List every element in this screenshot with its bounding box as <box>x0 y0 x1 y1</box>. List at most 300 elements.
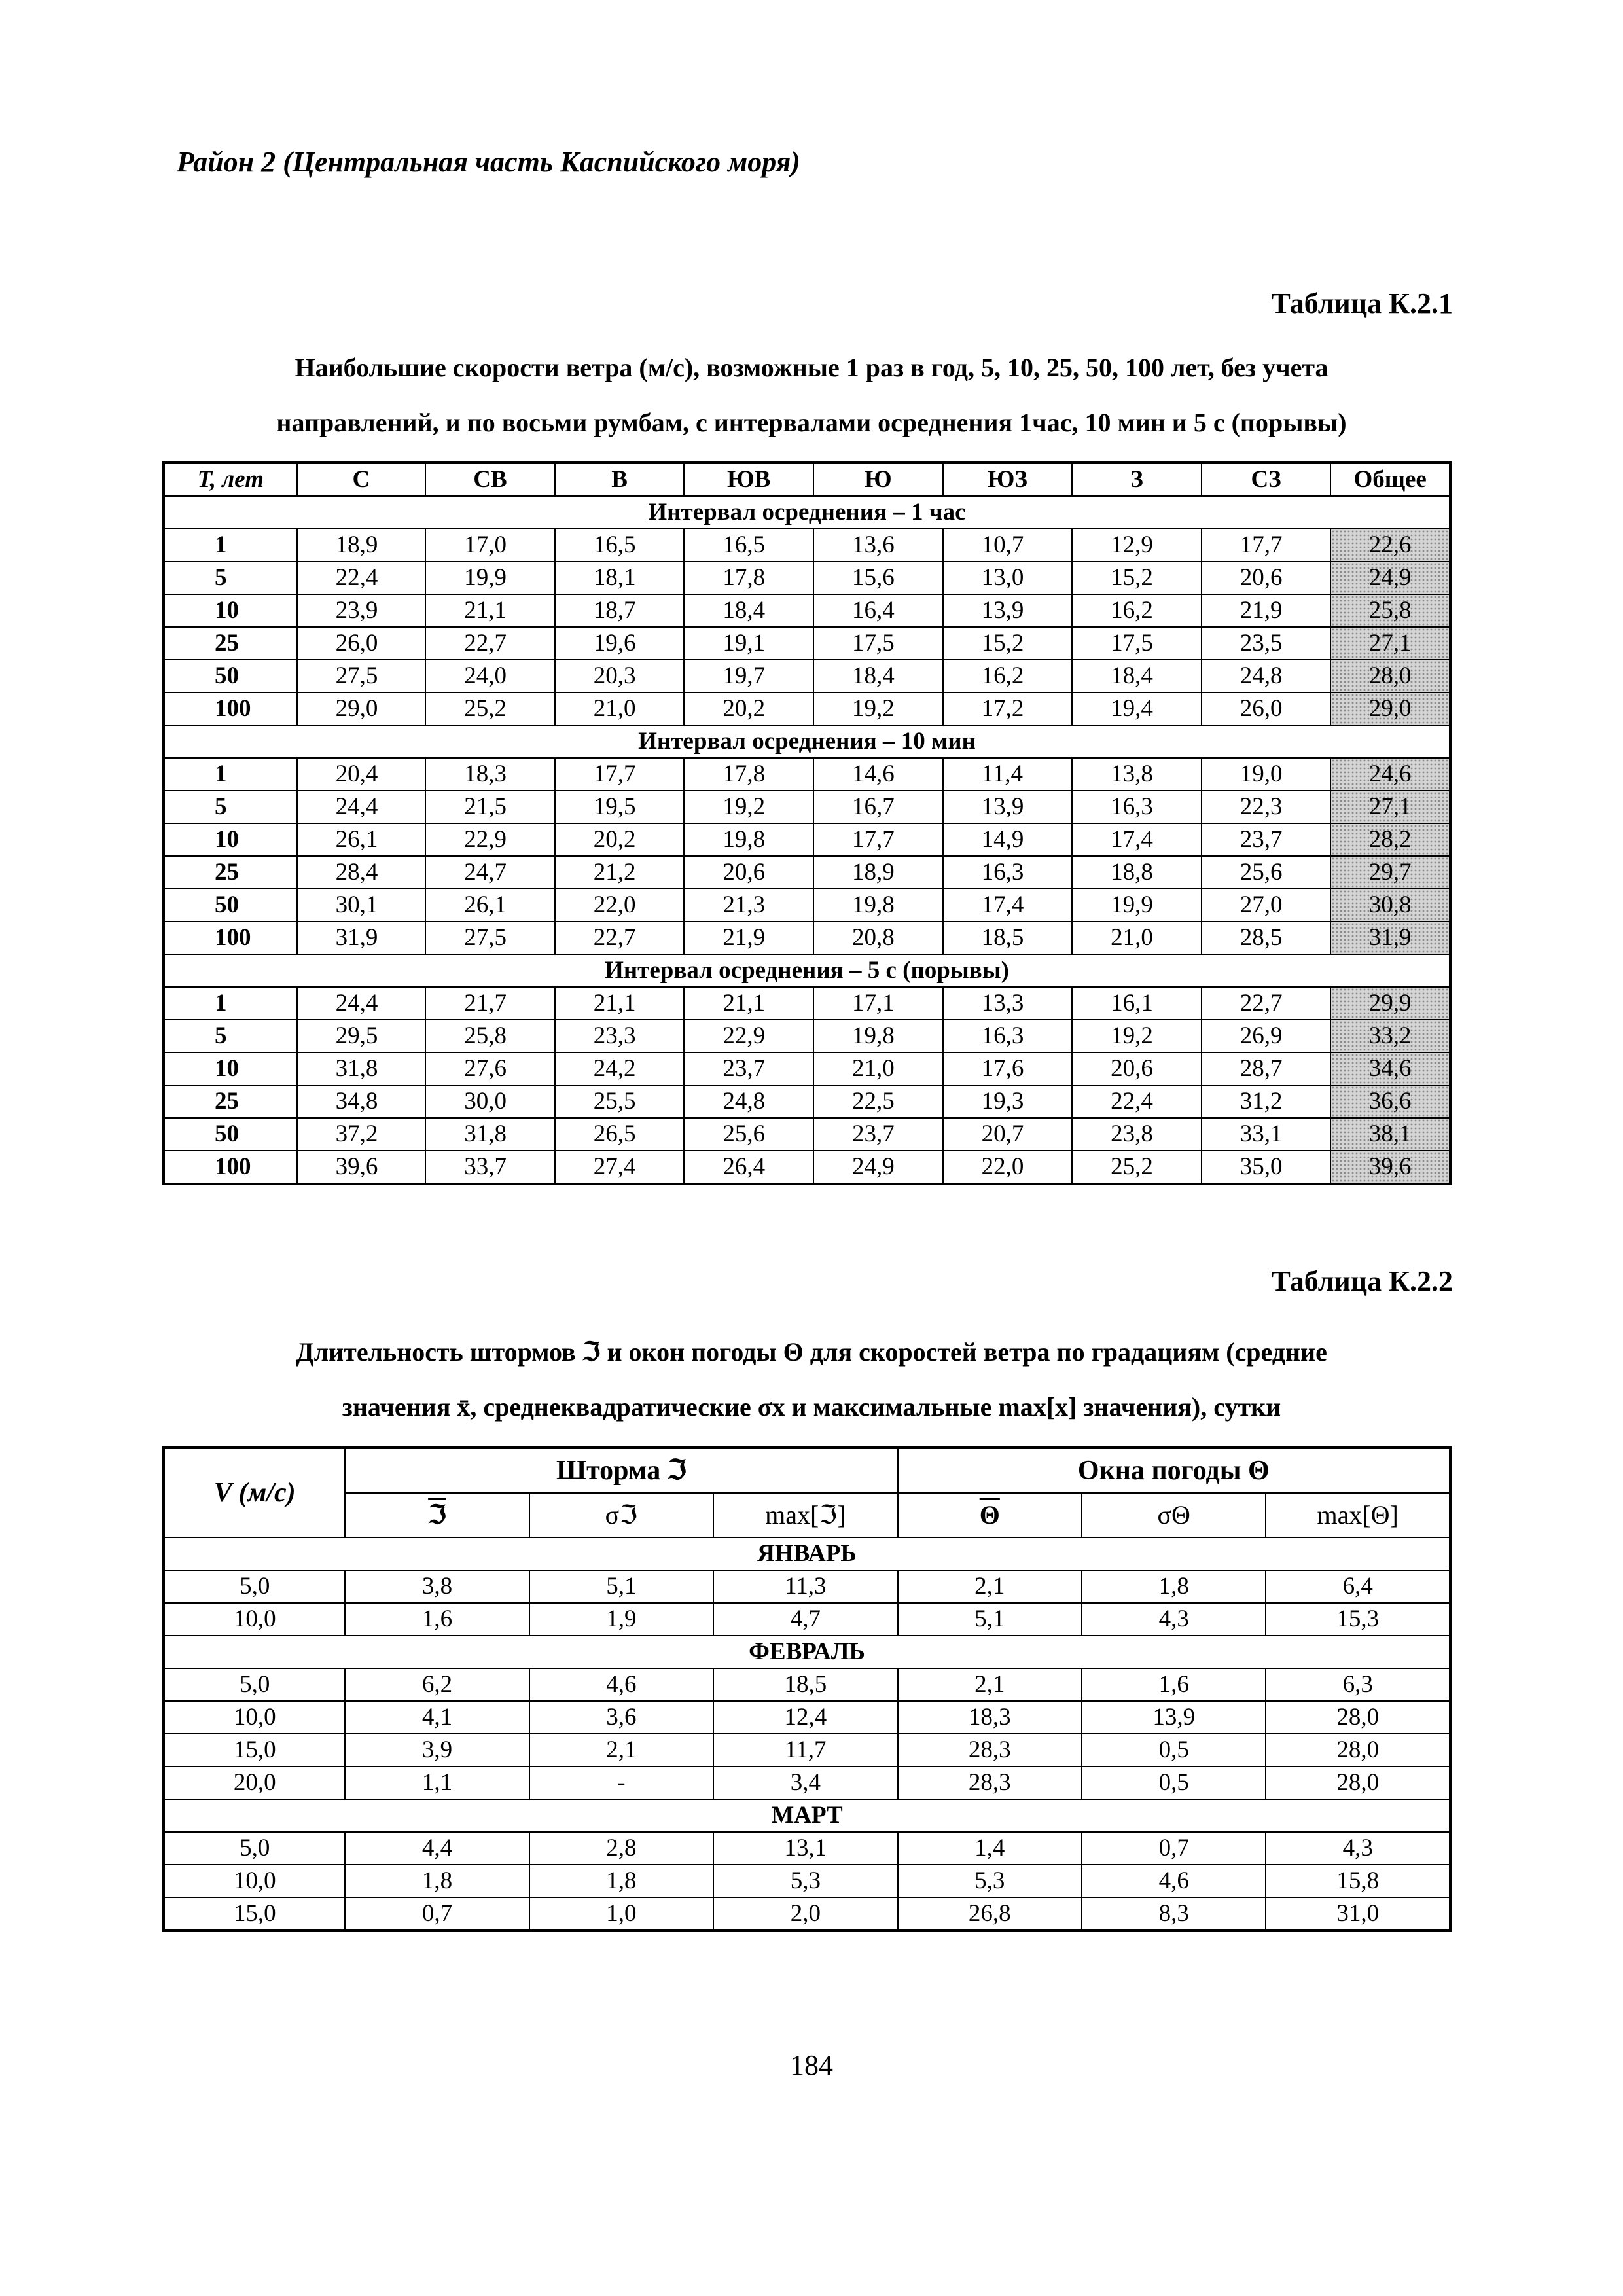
value-cell: 26,0 <box>297 627 426 660</box>
value-cell: 18,8 <box>1072 856 1202 889</box>
value-cell: 20,8 <box>813 922 943 954</box>
speed-cell: 10,0 <box>164 1603 345 1636</box>
value-cell: 20,3 <box>555 660 685 692</box>
value-cell: 17,8 <box>684 758 813 791</box>
value-cell: 18,9 <box>813 856 943 889</box>
value-cell: 17,1 <box>813 987 943 1020</box>
value-cell: 28,3 <box>898 1734 1082 1767</box>
value-cell: 4,4 <box>345 1832 529 1865</box>
value-cell: 19,5 <box>555 791 685 823</box>
table-row <box>164 1897 1450 1931</box>
value-cell: 25,6 <box>684 1118 813 1151</box>
value-cell: 31,8 <box>297 1052 426 1085</box>
value-cell: 24,8 <box>1202 660 1331 692</box>
table1-caption-line1: Наибольшие скорости ветра (м/с), возможные 1 раз в год, 5, 10, 25, 50, 100 лет, без учета <box>294 353 1329 382</box>
value-cell: 13,0 <box>943 562 1073 594</box>
table-row <box>164 889 1450 922</box>
value-cell: 1,8 <box>529 1865 713 1897</box>
value-cell: 33,7 <box>425 1151 555 1184</box>
period-cell: 1 <box>164 529 297 562</box>
t1-header-1: С <box>297 463 426 496</box>
t1-header-6: ЮЗ <box>943 463 1073 496</box>
speed-cell: 5,0 <box>164 1832 345 1865</box>
value-cell: 19,8 <box>813 1020 943 1052</box>
table-row <box>164 823 1450 856</box>
value-cell: 24,0 <box>425 660 555 692</box>
value-cell: 5,1 <box>529 1570 713 1603</box>
section-band <box>164 725 1450 758</box>
table-row <box>164 1603 1450 1636</box>
value-cell: 22,9 <box>684 1020 813 1052</box>
value-cell: 3,6 <box>529 1701 713 1734</box>
period-cell: 100 <box>164 922 297 954</box>
value-cell: 16,5 <box>555 529 685 562</box>
table-row <box>164 1151 1450 1184</box>
value-cell: 16,3 <box>943 1020 1073 1052</box>
value-cell: 18,4 <box>813 660 943 692</box>
value-cell: 16,3 <box>1072 791 1202 823</box>
value-cell: 19,9 <box>1072 889 1202 922</box>
value-cell: 20,2 <box>684 692 813 725</box>
value-cell: 28,5 <box>1202 922 1331 954</box>
storms-group-header: Шторма ℑ <box>345 1448 897 1493</box>
value-cell: 19,2 <box>1072 1020 1202 1052</box>
value-cell: 24,8 <box>684 1085 813 1118</box>
value-cell: 31,8 <box>425 1118 555 1151</box>
value-cell: 21,9 <box>684 922 813 954</box>
value-cell: 13,9 <box>943 594 1073 627</box>
value-cell: 19,0 <box>1202 758 1331 791</box>
value-cell: 31,9 <box>1330 922 1450 954</box>
value-cell: 23,7 <box>684 1052 813 1085</box>
value-cell: 16,3 <box>943 856 1073 889</box>
speed-cell: 10,0 <box>164 1701 345 1734</box>
value-cell: 17,7 <box>1202 529 1331 562</box>
value-cell: 31,0 <box>1266 1897 1450 1931</box>
value-cell: 22,7 <box>555 922 685 954</box>
value-cell: 19,2 <box>684 791 813 823</box>
table-row <box>164 1767 1450 1799</box>
value-cell: 25,6 <box>1202 856 1331 889</box>
table1-caption-line2: направлений, и по восьми румбам, с интервалами осреднения 1час, 10 мин и 5 с (порывы) <box>276 408 1347 437</box>
value-cell: 23,7 <box>1202 823 1331 856</box>
value-cell: 22,4 <box>297 562 426 594</box>
value-cell: 23,9 <box>297 594 426 627</box>
value-cell: 15,2 <box>943 627 1073 660</box>
value-cell: 26,4 <box>684 1151 813 1184</box>
period-cell: 1 <box>164 987 297 1020</box>
value-cell: 18,7 <box>555 594 685 627</box>
table-row <box>164 1832 1450 1865</box>
table1-header-row <box>164 463 1450 496</box>
table-row <box>164 1085 1450 1118</box>
table-row <box>164 692 1450 725</box>
t1-header-5: Ю <box>813 463 943 496</box>
period-cell: 10 <box>164 594 297 627</box>
value-cell: 29,5 <box>297 1020 426 1052</box>
value-cell: 34,6 <box>1330 1052 1450 1085</box>
value-cell: 4,6 <box>529 1668 713 1701</box>
value-cell: 16,5 <box>684 529 813 562</box>
value-cell: 22,5 <box>813 1085 943 1118</box>
value-cell: 21,0 <box>555 692 685 725</box>
value-cell: 28,0 <box>1266 1734 1450 1767</box>
value-cell: 0,7 <box>345 1897 529 1931</box>
table-row <box>164 529 1450 562</box>
value-cell: 16,2 <box>943 660 1073 692</box>
value-cell: 11,7 <box>713 1734 898 1767</box>
value-cell: 25,8 <box>1330 594 1450 627</box>
value-cell: 20,6 <box>1072 1052 1202 1085</box>
value-cell: 19,6 <box>555 627 685 660</box>
value-cell: 17,8 <box>684 562 813 594</box>
value-cell: 27,1 <box>1330 627 1450 660</box>
value-cell: 1,6 <box>1082 1668 1266 1701</box>
value-cell: 17,5 <box>1072 627 1202 660</box>
storm-duration-table <box>162 1446 1452 1932</box>
period-cell: 10 <box>164 1052 297 1085</box>
value-cell: 21,3 <box>684 889 813 922</box>
value-cell: 13,3 <box>943 987 1073 1020</box>
value-cell: 33,1 <box>1202 1118 1331 1151</box>
value-cell: 15,6 <box>813 562 943 594</box>
table-row <box>164 758 1450 791</box>
period-cell: 25 <box>164 1085 297 1118</box>
value-cell: 1,8 <box>1082 1570 1266 1603</box>
value-cell: 22,6 <box>1330 529 1450 562</box>
value-cell: 24,9 <box>1330 562 1450 594</box>
t2-subheader-1: σℑ <box>529 1493 713 1537</box>
table-row <box>164 856 1450 889</box>
value-cell: 17,7 <box>813 823 943 856</box>
value-cell: 2,0 <box>713 1897 898 1931</box>
t2-subheader-5: max[Θ] <box>1266 1493 1450 1537</box>
value-cell: 13,1 <box>713 1832 898 1865</box>
value-cell: 21,9 <box>1202 594 1331 627</box>
value-cell: 24,2 <box>555 1052 685 1085</box>
table-row <box>164 1052 1450 1085</box>
value-cell: 27,4 <box>555 1151 685 1184</box>
value-cell: 1,1 <box>345 1767 529 1799</box>
value-cell: 21,1 <box>555 987 685 1020</box>
value-cell: 11,4 <box>943 758 1073 791</box>
period-cell: 50 <box>164 1118 297 1151</box>
period-cell: 25 <box>164 627 297 660</box>
value-cell: 15,2 <box>1072 562 1202 594</box>
value-cell: 24,9 <box>813 1151 943 1184</box>
value-cell: 27,5 <box>297 660 426 692</box>
period-cell: 25 <box>164 856 297 889</box>
t2-subheader-4: σΘ <box>1082 1493 1266 1537</box>
value-cell: 24,6 <box>1330 758 1450 791</box>
region-title: Район 2 (Центральная часть Каспийского моря) <box>177 146 800 178</box>
value-cell: 0,7 <box>1082 1832 1266 1865</box>
value-cell: 8,3 <box>1082 1897 1266 1931</box>
value-cell: 35,0 <box>1202 1151 1331 1184</box>
value-cell: 38,1 <box>1330 1118 1450 1151</box>
table-row <box>164 1865 1450 1897</box>
table1-label: Таблица К.2.1 <box>1271 287 1453 319</box>
value-cell: 17,5 <box>813 627 943 660</box>
value-cell: 16,7 <box>813 791 943 823</box>
value-cell: 21,7 <box>425 987 555 1020</box>
value-cell: 15,3 <box>1266 1603 1450 1636</box>
value-cell: 20,7 <box>943 1118 1073 1151</box>
value-cell: 16,4 <box>813 594 943 627</box>
value-cell: 18,4 <box>684 594 813 627</box>
value-cell: 18,5 <box>943 922 1073 954</box>
value-cell: 28,0 <box>1266 1767 1450 1799</box>
value-cell: 17,2 <box>943 692 1073 725</box>
speed-cell: 15,0 <box>164 1734 345 1767</box>
value-cell: 19,4 <box>1072 692 1202 725</box>
value-cell: 17,6 <box>943 1052 1073 1085</box>
value-cell: 30,0 <box>425 1085 555 1118</box>
value-cell: 39,6 <box>297 1151 426 1184</box>
period-cell: 5 <box>164 1020 297 1052</box>
value-cell: 21,1 <box>425 594 555 627</box>
value-cell: 25,8 <box>425 1020 555 1052</box>
value-cell: 19,1 <box>684 627 813 660</box>
section-title: Интервал осреднения – 5 с (порывы) <box>164 954 1450 987</box>
value-cell: 22,0 <box>555 889 685 922</box>
value-cell: 22,9 <box>425 823 555 856</box>
value-cell: 16,2 <box>1072 594 1202 627</box>
value-cell: 26,0 <box>1202 692 1331 725</box>
value-cell: 10,7 <box>943 529 1073 562</box>
value-cell: 24,4 <box>297 791 426 823</box>
table-row <box>164 660 1450 692</box>
value-cell: 19,3 <box>943 1085 1073 1118</box>
period-cell: 100 <box>164 692 297 725</box>
windows-group-header: Окна погоды Θ <box>898 1448 1450 1493</box>
speed-cell: 15,0 <box>164 1897 345 1931</box>
value-cell: 21,5 <box>425 791 555 823</box>
table-row <box>164 1570 1450 1603</box>
value-cell: 36,6 <box>1330 1085 1450 1118</box>
value-cell: 22,3 <box>1202 791 1331 823</box>
value-cell: 29,9 <box>1330 987 1450 1020</box>
speed-cell: 10,0 <box>164 1865 345 1897</box>
table-row <box>164 1118 1450 1151</box>
value-cell: 25,2 <box>425 692 555 725</box>
value-cell: 22,0 <box>943 1151 1073 1184</box>
table-row <box>164 1020 1450 1052</box>
value-cell: 26,8 <box>898 1897 1082 1931</box>
value-cell: 18,5 <box>713 1668 898 1701</box>
value-cell: 11,3 <box>713 1570 898 1603</box>
speed-cell: 5,0 <box>164 1668 345 1701</box>
value-cell: 17,4 <box>943 889 1073 922</box>
value-cell: 30,8 <box>1330 889 1450 922</box>
value-cell: 37,2 <box>297 1118 426 1151</box>
value-cell: 1,8 <box>345 1865 529 1897</box>
value-cell: 18,4 <box>1072 660 1202 692</box>
value-cell: 14,6 <box>813 758 943 791</box>
value-cell: 4,3 <box>1266 1832 1450 1865</box>
table2-subheader-row <box>164 1493 1450 1537</box>
value-cell: 6,2 <box>345 1668 529 1701</box>
value-cell: 21,1 <box>684 987 813 1020</box>
t1-header-3: В <box>555 463 685 496</box>
value-cell: 34,8 <box>297 1085 426 1118</box>
value-cell: 3,4 <box>713 1767 898 1799</box>
t2-subheader-3: $\overline{\Theta}$ <box>898 1493 1082 1537</box>
t1-header-4: ЮВ <box>684 463 813 496</box>
table-row <box>164 1734 1450 1767</box>
value-cell: 16,1 <box>1072 987 1202 1020</box>
section-title: Интервал осреднения – 10 мин <box>164 725 1450 758</box>
table-row <box>164 594 1450 627</box>
table-row <box>164 562 1450 594</box>
value-cell: 18,3 <box>425 758 555 791</box>
value-cell: 19,9 <box>425 562 555 594</box>
value-cell: 3,8 <box>345 1570 529 1603</box>
value-cell: 1,9 <box>529 1603 713 1636</box>
value-cell: 28,4 <box>297 856 426 889</box>
value-cell: 29,0 <box>297 692 426 725</box>
value-cell: 4,6 <box>1082 1865 1266 1897</box>
value-cell: 6,3 <box>1266 1668 1450 1701</box>
wind-speed-table <box>162 461 1452 1185</box>
value-cell: 1,4 <box>898 1832 1082 1865</box>
t1-header-9: Общее <box>1330 463 1450 496</box>
value-cell: - <box>529 1767 713 1799</box>
value-cell: 26,5 <box>555 1118 685 1151</box>
value-cell: 3,9 <box>345 1734 529 1767</box>
table-row <box>164 987 1450 1020</box>
speed-cell: 20,0 <box>164 1767 345 1799</box>
value-cell: 12,4 <box>713 1701 898 1734</box>
value-cell: 0,5 <box>1082 1734 1266 1767</box>
value-cell: 27,6 <box>425 1052 555 1085</box>
t1-header-7: З <box>1072 463 1202 496</box>
period-cell: 10 <box>164 823 297 856</box>
value-cell: 2,1 <box>529 1734 713 1767</box>
value-cell: 17,4 <box>1072 823 1202 856</box>
value-cell: 20,2 <box>555 823 685 856</box>
value-cell: 26,1 <box>297 823 426 856</box>
value-cell: 23,3 <box>555 1020 685 1052</box>
value-cell: 26,9 <box>1202 1020 1331 1052</box>
value-cell: 18,9 <box>297 529 426 562</box>
period-cell: 1 <box>164 758 297 791</box>
value-cell: 29,0 <box>1330 692 1450 725</box>
value-cell: 13,8 <box>1072 758 1202 791</box>
page-number: 184 <box>790 2049 833 2081</box>
value-cell: 12,9 <box>1072 529 1202 562</box>
table-row <box>164 1701 1450 1734</box>
value-cell: 6,4 <box>1266 1570 1450 1603</box>
value-cell: 25,5 <box>555 1085 685 1118</box>
value-cell: 22,7 <box>1202 987 1331 1020</box>
value-cell: 18,1 <box>555 562 685 594</box>
value-cell: 5,3 <box>898 1865 1082 1897</box>
value-cell: 28,0 <box>1330 660 1450 692</box>
value-cell: 22,7 <box>425 627 555 660</box>
value-cell: 14,9 <box>943 823 1073 856</box>
value-cell: 25,2 <box>1072 1151 1202 1184</box>
value-cell: 27,0 <box>1202 889 1331 922</box>
value-cell: 27,1 <box>1330 791 1450 823</box>
value-cell: 27,5 <box>425 922 555 954</box>
value-cell: 23,5 <box>1202 627 1331 660</box>
value-cell: 19,8 <box>684 823 813 856</box>
value-cell: 18,3 <box>898 1701 1082 1734</box>
table-row <box>164 791 1450 823</box>
table-row <box>164 1668 1450 1701</box>
value-cell: 28,3 <box>898 1767 1082 1799</box>
value-cell: 2,1 <box>898 1668 1082 1701</box>
value-cell: 23,8 <box>1072 1118 1202 1151</box>
month-band <box>164 1537 1450 1570</box>
value-cell: 24,4 <box>297 987 426 1020</box>
value-cell: 20,4 <box>297 758 426 791</box>
value-cell: 19,8 <box>813 889 943 922</box>
value-cell: 21,0 <box>1072 922 1202 954</box>
month-band <box>164 1799 1450 1832</box>
value-cell: 17,7 <box>555 758 685 791</box>
value-cell: 21,0 <box>813 1052 943 1085</box>
value-cell: 20,6 <box>1202 562 1331 594</box>
period-cell: 5 <box>164 791 297 823</box>
speed-cell: 5,0 <box>164 1570 345 1603</box>
value-cell: 28,7 <box>1202 1052 1331 1085</box>
table2-label: Таблица К.2.2 <box>1271 1265 1453 1297</box>
period-cell: 50 <box>164 660 297 692</box>
value-cell: 31,9 <box>297 922 426 954</box>
value-cell: 30,1 <box>297 889 426 922</box>
section-band <box>164 954 1450 987</box>
value-cell: 1,6 <box>345 1603 529 1636</box>
table-row <box>164 922 1450 954</box>
table-row <box>164 627 1450 660</box>
section-title: Интервал осреднения – 1 час <box>164 496 1450 529</box>
t1-header-2: СВ <box>425 463 555 496</box>
value-cell: 21,2 <box>555 856 685 889</box>
month-title: ЯНВАРЬ <box>164 1537 1450 1570</box>
value-cell: 15,8 <box>1266 1865 1450 1897</box>
value-cell: 19,2 <box>813 692 943 725</box>
table2-caption-line2: значения x̄, среднеквадратические σx и максимальные max[x] значения), сутки <box>342 1392 1281 1422</box>
value-cell: 13,6 <box>813 529 943 562</box>
value-cell: 23,7 <box>813 1118 943 1151</box>
value-cell: 4,3 <box>1082 1603 1266 1636</box>
value-cell: 28,2 <box>1330 823 1450 856</box>
value-cell: 19,7 <box>684 660 813 692</box>
value-cell: 2,1 <box>898 1570 1082 1603</box>
value-cell: 4,7 <box>713 1603 898 1636</box>
value-cell: 33,2 <box>1330 1020 1450 1052</box>
section-band <box>164 496 1450 529</box>
value-cell: 24,7 <box>425 856 555 889</box>
table2-caption-line1: Длительность штормов ℑ и окон погоды Θ для скоростей ветра по градациям (средние <box>296 1337 1327 1367</box>
value-cell: 0,5 <box>1082 1767 1266 1799</box>
month-title: МАРТ <box>164 1799 1450 1832</box>
v-column-header: V (м/с) <box>164 1448 345 1537</box>
value-cell: 31,2 <box>1202 1085 1331 1118</box>
value-cell: 20,6 <box>684 856 813 889</box>
period-cell: 50 <box>164 889 297 922</box>
t2-subheader-0: ℑ <box>345 1493 529 1537</box>
value-cell: 13,9 <box>943 791 1073 823</box>
value-cell: 4,1 <box>345 1701 529 1734</box>
value-cell: 5,1 <box>898 1603 1082 1636</box>
value-cell: 29,7 <box>1330 856 1450 889</box>
t1-header-8: СЗ <box>1202 463 1331 496</box>
value-cell: 39,6 <box>1330 1151 1450 1184</box>
value-cell: 1,0 <box>529 1897 713 1931</box>
